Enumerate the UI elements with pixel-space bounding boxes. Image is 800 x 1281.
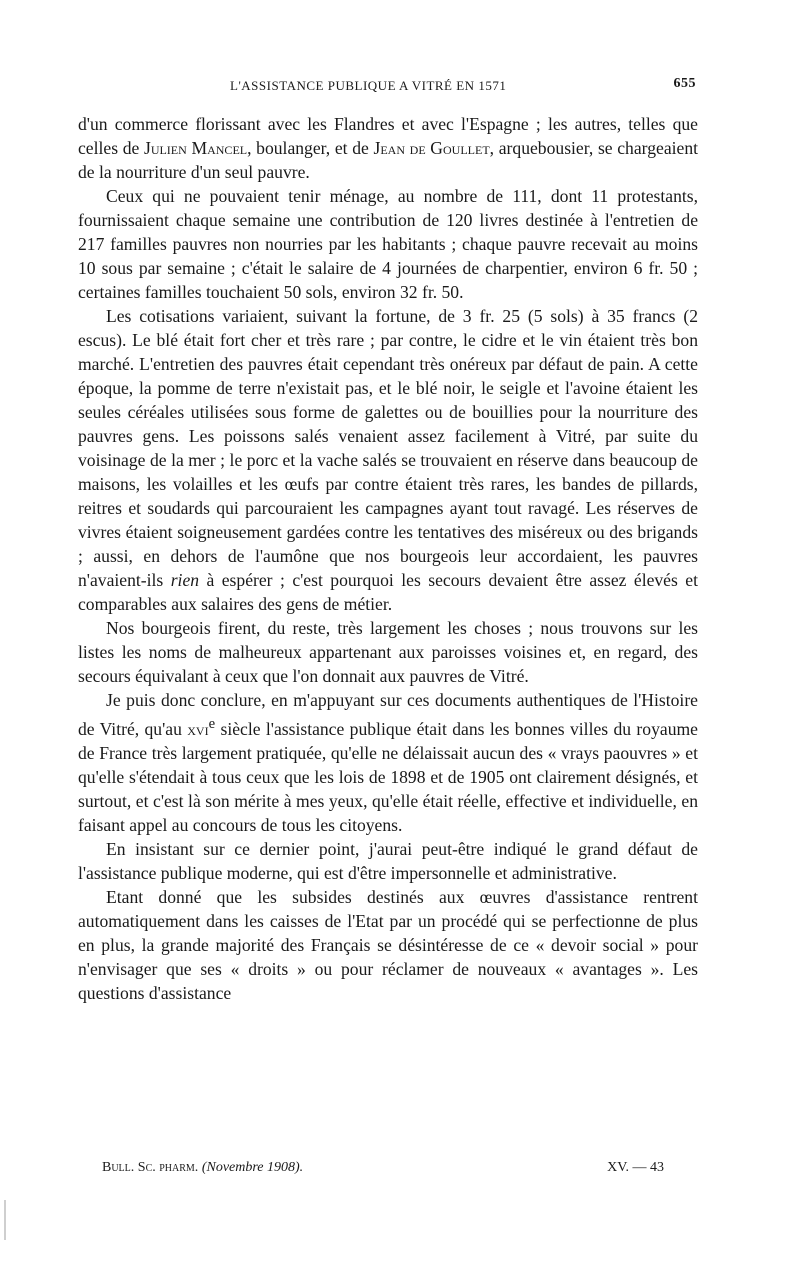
text-run: Je puis donc conclure, en m'appuyant sur ces documents authentiques de l'Histoire de Vitré, qu'au	[78, 690, 698, 739]
century-numeral: xvi	[187, 718, 209, 739]
publication-date: (Novembre 1908).	[201, 1160, 304, 1175]
paragraph-1	[78, 112, 698, 184]
paragraph-7: Etant donné que les subsides destinés aux œuvres d'assistance rentrent automatiquement dans les caisses de l'Etat par un procédé qui se perfectionne de plus en plus, la grande majorité des Français se désintéresse de ce « devoir social » pour n'envisager que ses « droits » ou pour réclamer de nouveaux « avantages ». Les questions d'assistance	[78, 886, 698, 1003]
body-text	[78, 112, 698, 1005]
page-footer	[80, 1160, 696, 1182]
century-superscript: e	[208, 716, 216, 732]
paragraph-3	[78, 304, 698, 616]
paragraph-4: Nos bourgeois firent, du reste, très largement les choses ; nous trouvons sur les listes les noms de malheureux appartenant aux paroisses voisines et, en regard, des secours équivalant à ceux que l'on donnait aux pauvres de Vitré.	[78, 618, 698, 686]
journal-citation	[102, 1160, 303, 1176]
paragraph-5	[78, 688, 698, 837]
text-run: Les cotisations variaient, suivant la fortune, de 3 fr. 25 (5 sols) à 35 francs (2 escus). Le blé était fort cher et très rare ; par contre, le cidre et le vin étaient très bon marché. L'entretien des pauvres était cependant très onéreux par défaut de pain. A cette époque, la pomme de terre n'existait pas, et le blé noir, le seigle et l'avoine étaient les seules céréales utilisées sous forme de galettes ou de bouillies pour la nourriture des pauvres gens. Les poissons salés venaient assez facilement à Vitré, par suite du voisinage de la mer ; le porc et la vache salés se trouvaient en réserve dans beaucoup de maisons, les volailles et les œufs par contre étaient très rares, les bandes de pillards, reitres et soudards qui parcouraient les campagnes ayant tout ravagé. Les réserves de vivres étaient soigneusement gardées contre les tentatives des miséreux ou des brigands ; aussi, en dehors de l'aumône que nos bourgeois leur accordaient, les pauvres n'avaient-ils	[78, 306, 698, 590]
journal-name: Bull. Sc. pharm.	[102, 1160, 199, 1175]
page-header	[80, 74, 696, 96]
person-name: Jean de Goullet	[373, 138, 490, 158]
text-run: , arquebousier, se chargeaient de la nourriture d'un seul pauvre.	[78, 138, 699, 182]
sheet-signature: XV. — 43	[607, 1160, 664, 1175]
paragraph-6: En insistant sur ce dernier point, j'aurai peut-être indiqué le grand défaut de l'assistance publique moderne, qui est d'être impersonnelle et administrative.	[78, 838, 698, 883]
text-run: , boulanger, et de	[247, 138, 374, 158]
text-run: siècle l'assistance publique était dans les bonnes villes du royaume de France très largement pratiquée, qu'elle ne délaissait aucun des « vrays paouvres » et qu'elle s'étendait à tous ceux que les lois de 1898 et de 1905 ont clairement désignés, et surtout, et c'est là son mérite à mes yeux, qu'elle était réelle, effective et individuelle, en faisant appel au concours de tous les citoyens.	[78, 718, 698, 835]
paragraph-2: Ceux qui ne pouvaient tenir ménage, au nombre de 111, dont 11 protestants, fournissaient chaque semaine une contribution de 120 livres destinée à l'entretien de 217 familles pauvres non nourries par les habitants ; chaque pauvre recevait au moins 10 sous par semaine ; c'était le salaire de 4 journées de charpentier, environ 6 fr. 50 ; certaines familles touchaient 50 sols, environ 32 fr. 50.	[78, 186, 698, 302]
text-run: à espérer ; c'est pourquoi les secours devaient être assez élevés et comparables aux salaires des gens de métier.	[78, 570, 698, 614]
scan-edge-mark	[4, 1200, 6, 1240]
page-number: 655	[673, 76, 696, 91]
running-title: L'ASSISTANCE PUBLIQUE A VITRÉ EN 1571	[230, 78, 507, 93]
text-run: d'un commerce florissant avec les Flandres et avec l'Espagne ; les autres, telles que celles de	[78, 114, 698, 158]
person-name: Julien Mancel	[143, 138, 248, 158]
emphasis: rien	[170, 570, 200, 590]
